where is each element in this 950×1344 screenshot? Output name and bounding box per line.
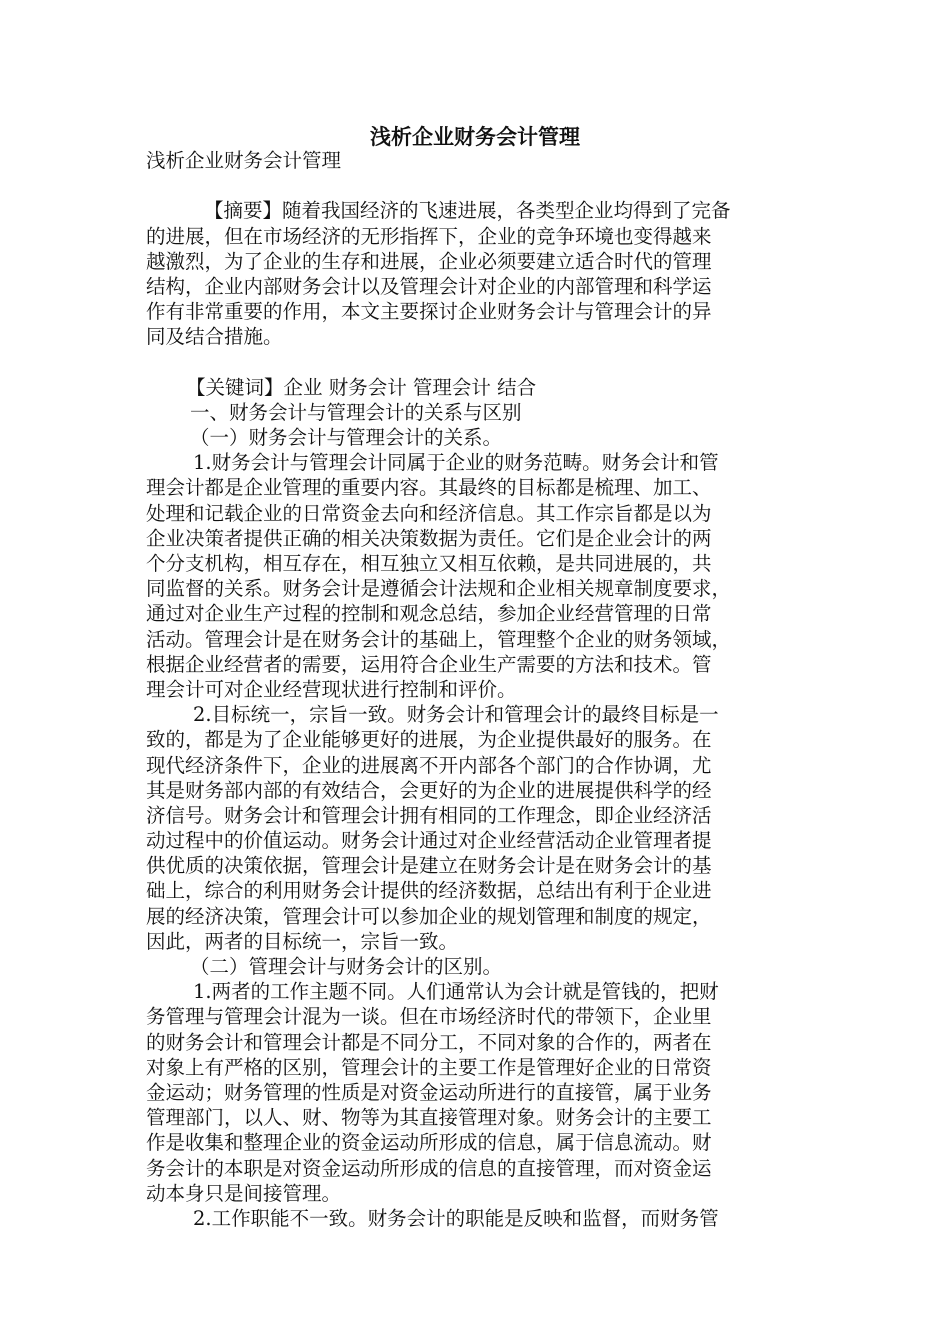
text-line: 越激烈，为了企业的生存和进展，企业必须要建立适合时代的管理: [146, 249, 712, 273]
text-line: 因此，两者的目标统一，宗旨一致。: [146, 929, 459, 953]
text-line: 企业决策者提供正确的相关决策数据为责任。它们是企业会计的两: [146, 526, 712, 550]
text-line: 的财务会计和管理会计都是不同分工，不同对象的合作的，两者在: [146, 1030, 712, 1054]
text-line: 致的，都是为了企业能够更好的进展，为企业提供最好的服务。在: [146, 728, 712, 752]
text-line: 理会计可对企业经营现状进行控制和评价。: [146, 677, 517, 701]
text-line: 作是收集和整理企业的资金运动所形成的信息，属于信息流动。财: [146, 1131, 712, 1155]
text-line: 供优质的决策依据，管理会计是建立在财务会计是在财务会计的基: [146, 854, 712, 878]
text-line: 金运动；财务管理的性质是对资金运动所进行的直接管，属于业务: [146, 1080, 712, 1104]
text-line: 对象上有严格的区别，管理会计的主要工作是管理好企业的日常资: [146, 1055, 712, 1079]
blank-line: [146, 173, 796, 198]
text-line: 浅析企业财务会计管理: [146, 149, 342, 172]
text-line: 其是财务部内部的有效结合，会更好的为企业的进展提供科学的经: [146, 778, 712, 802]
text-line: 的进展，但在市场经济的无形指挥下，企业的竞争环境也变得越来: [146, 224, 712, 248]
text-line: （二）管理会计与财务会计的区别。: [190, 955, 503, 978]
text-line: 【摘要】随着我国经济的飞速进展，各类型企业均得到了完备: [204, 199, 731, 223]
text-line: 展的经济决策，管理会计可以参加企业的规划管理和制度的规定，: [146, 904, 712, 928]
text-line: 活动。管理会计是在财务会计的基础上，管理整个企业的财务领域，: [146, 627, 732, 651]
text-line: 根据企业经营者的需要，运用符合企业生产需要的方法和技术。管: [146, 652, 712, 676]
blank-line: [146, 350, 796, 375]
text-line: 个分支机构，相互存在，相互独立又相互依赖，是共同进展的，共: [146, 552, 712, 575]
text-line: 础上，综合的利用财务会计提供的经济数据，总结出有利于企业进: [146, 879, 712, 903]
document-title: 浅析企业财务会计管理: [370, 124, 580, 149]
text-line: 结构，企业内部财务会计以及管理会计对企业的内部管理和科学运: [146, 274, 712, 298]
text-line: 1.两者的工作主题不同。人们通常认为会计就是管钱的，把财: [193, 980, 719, 1004]
text-line: 务会计的本职是对资金运动所形成的信息的直接管理，而对资金运: [146, 1156, 712, 1180]
text-line: 管理部门，以人、财、物等为其直接管理对象。财务会计的主要工: [146, 1106, 712, 1130]
text-line: 济信号。财务会计和管理会计拥有相同的工作理念，即企业经济活: [146, 803, 712, 827]
text-line: 作有非常重要的作用，本文主要探讨企业财务会计与管理会计的异: [146, 300, 712, 324]
text-line: （一）财务会计与管理会计的关系。: [190, 426, 503, 450]
text-line: 2.目标统一，宗旨一致。财务会计和管理会计的最终目标是一: [193, 703, 719, 727]
text-line: 同监督的关系。财务会计是遵循会计法规和企业相关规章制度要求，: [146, 577, 732, 601]
text-line: 同及结合措施。: [146, 325, 283, 349]
text-line: 2.工作职能不一致。财务会计的职能是反映和监督，而财务管: [193, 1206, 719, 1230]
text-line: 通过对企业生产过程的控制和观念总结，参加企业经营管理的日常: [146, 602, 712, 626]
text-line: 动过程中的价值运动。财务会计通过对企业经营活动企业管理者提: [146, 829, 712, 853]
text-line: 动本身只是间接管理。: [146, 1181, 342, 1205]
text-line: 现代经济条件下，企业的进展离不开内部各个部门的合作协调，尤: [146, 753, 712, 777]
text-line: 处理和记载企业的日常资金去向和经济信息。其工作宗旨都是以为: [146, 501, 712, 525]
text-line: 理会计都是企业管理的重要内容。其最终的目标都是梳理、加工、: [146, 476, 712, 500]
text-line: 务管理与管理会计混为一谈。但在市场经济时代的带领下，企业里: [146, 1005, 712, 1029]
text-line: 一、财务会计与管理会计的关系与区别: [190, 400, 522, 424]
text-line: 【关键词】企业 财务会计 管理会计 结合: [186, 375, 537, 399]
document-body: [146, 148, 796, 1231]
text-line: 1.财务会计与管理会计同属于企业的财务范畴。财务会计和管: [193, 451, 719, 475]
